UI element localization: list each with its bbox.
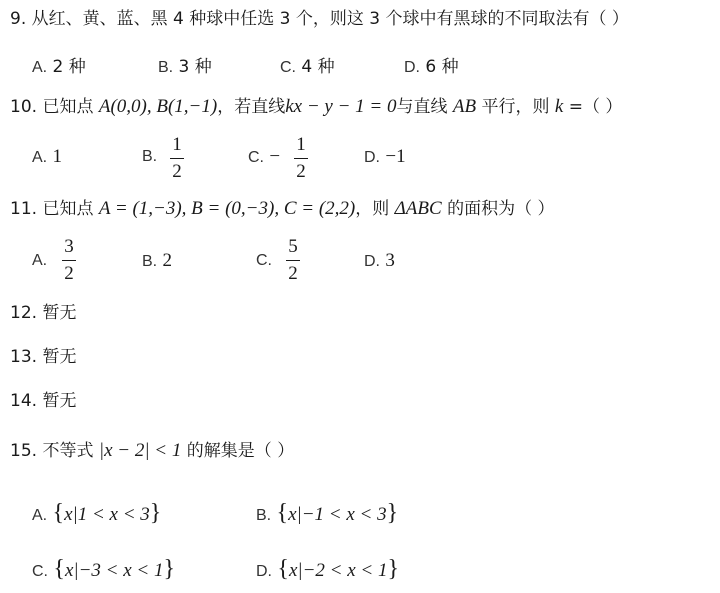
fraction-numerator: 3 bbox=[64, 236, 74, 257]
q10-option-c[interactable] bbox=[248, 146, 280, 168]
fraction-denominator: 2 bbox=[64, 263, 74, 284]
q15-option-a[interactable] bbox=[32, 500, 161, 527]
question-number: 13. bbox=[10, 347, 38, 367]
question-10 bbox=[10, 96, 622, 118]
question-number: 12. bbox=[10, 303, 38, 323]
fraction-numerator: 5 bbox=[288, 236, 298, 257]
set-content: x|−1 < x < 3 bbox=[288, 504, 387, 525]
math-points: A = (1,−3), B = (0,−3), C = (2,2) bbox=[98, 198, 356, 219]
question-number: 15. bbox=[10, 441, 38, 461]
left-brace-glyph: { bbox=[52, 500, 65, 526]
q10-option-c-fraction bbox=[294, 134, 308, 183]
question-text: ，若直线 bbox=[217, 97, 286, 117]
q9-option-a[interactable] bbox=[32, 52, 86, 77]
question-13 bbox=[10, 346, 76, 368]
question-number: 14. bbox=[10, 391, 38, 411]
set-content: x|−2 < x < 1 bbox=[288, 560, 388, 581]
q10-option-b[interactable] bbox=[142, 146, 157, 166]
option-sign: − bbox=[269, 146, 281, 167]
math-ab: AB bbox=[452, 96, 477, 117]
set-content: x|1 < x < 3 bbox=[64, 504, 150, 525]
q15-option-d[interactable] bbox=[256, 556, 399, 583]
option-value: 1 bbox=[52, 146, 63, 167]
fraction-bar bbox=[62, 260, 76, 261]
question-text: 与直线 bbox=[396, 97, 448, 117]
option-label: A. bbox=[32, 149, 48, 166]
option-label: B. bbox=[158, 59, 174, 76]
left-brace-glyph: { bbox=[276, 500, 289, 526]
q11-option-b[interactable] bbox=[142, 250, 172, 272]
question-text: =（ ） bbox=[568, 97, 623, 117]
fraction-denominator: 2 bbox=[288, 263, 298, 284]
q9-option-c[interactable] bbox=[280, 52, 335, 77]
q9-option-b[interactable] bbox=[158, 52, 212, 77]
question-text: 暂无 bbox=[42, 391, 77, 411]
question-14 bbox=[10, 390, 76, 412]
set-expression bbox=[277, 556, 400, 582]
q11-option-d[interactable] bbox=[364, 250, 395, 272]
option-label: B. bbox=[142, 148, 158, 165]
fraction-denominator: 2 bbox=[296, 161, 306, 182]
option-label: A. bbox=[32, 252, 48, 269]
question-text: 不等式 bbox=[42, 441, 94, 461]
right-brace-glyph: } bbox=[387, 556, 400, 582]
q10-option-d[interactable] bbox=[364, 146, 406, 168]
option-value: −1 bbox=[385, 146, 406, 167]
question-12 bbox=[10, 302, 76, 324]
option-label: D. bbox=[364, 253, 380, 270]
right-brace-glyph: } bbox=[149, 500, 162, 526]
math-line-equation: kx − y − 1 = 0 bbox=[285, 96, 397, 117]
q9-option-d[interactable] bbox=[404, 52, 459, 77]
option-value: 6 种 bbox=[425, 57, 459, 77]
option-value: 3 种 bbox=[178, 57, 212, 77]
option-label: A. bbox=[32, 507, 48, 524]
set-expression bbox=[52, 500, 162, 526]
q10-option-a[interactable] bbox=[32, 146, 62, 168]
option-label: A. bbox=[32, 59, 48, 76]
question-11 bbox=[10, 198, 555, 220]
math-k: k bbox=[554, 96, 564, 117]
math-inequality: |x − 2| < 1 bbox=[98, 440, 182, 461]
option-label: D. bbox=[256, 563, 272, 580]
left-brace-glyph: { bbox=[53, 556, 65, 582]
set-expression bbox=[53, 556, 176, 582]
question-number: 10. bbox=[10, 97, 38, 117]
question-9 bbox=[10, 8, 629, 30]
question-number: 9. bbox=[10, 9, 27, 29]
q10-option-b-fraction bbox=[170, 134, 184, 183]
question-text: 的面积为（ ） bbox=[447, 199, 555, 219]
fraction-denominator: 2 bbox=[172, 161, 182, 182]
q15-option-c[interactable] bbox=[32, 556, 175, 583]
fraction-numerator: 1 bbox=[296, 134, 306, 155]
set-content: x|−3 < x < 1 bbox=[64, 560, 164, 581]
set-expression bbox=[276, 500, 399, 526]
option-label: B. bbox=[142, 253, 158, 270]
option-label: C. bbox=[248, 149, 264, 166]
question-text: ，则 bbox=[355, 199, 390, 219]
option-label: C. bbox=[32, 563, 48, 580]
q11-option-a-fraction bbox=[62, 236, 76, 285]
question-number: 11. bbox=[10, 199, 38, 219]
option-label: D. bbox=[404, 59, 420, 76]
option-value: 2 bbox=[162, 250, 173, 271]
option-label: C. bbox=[280, 59, 296, 76]
option-label: D. bbox=[364, 149, 380, 166]
option-value: 2 种 bbox=[52, 57, 86, 77]
fraction-bar bbox=[294, 158, 308, 159]
option-label: B. bbox=[256, 507, 272, 524]
question-text: 暂无 bbox=[42, 303, 77, 323]
question-text: 平行，则 bbox=[481, 97, 550, 117]
right-brace-glyph: } bbox=[163, 556, 176, 582]
q11-option-c-fraction bbox=[286, 236, 300, 285]
right-brace-glyph: } bbox=[386, 500, 399, 526]
q15-option-b[interactable] bbox=[256, 500, 398, 527]
question-text: 的解集是（ ） bbox=[186, 441, 295, 461]
question-text: 已知点 bbox=[42, 199, 94, 219]
option-label: C. bbox=[256, 252, 272, 269]
math-points: A(0,0), B(1,−1) bbox=[98, 96, 218, 117]
left-brace-glyph: { bbox=[277, 556, 289, 582]
question-15 bbox=[10, 440, 294, 462]
question-text: 暂无 bbox=[42, 347, 77, 367]
question-text: 已知点 bbox=[42, 97, 94, 117]
q11-option-c[interactable] bbox=[256, 250, 272, 270]
fraction-numerator: 1 bbox=[172, 134, 182, 155]
q11-option-a[interactable] bbox=[32, 250, 47, 270]
question-text: 从红、黄、蓝、黑 4 种球中任选 3 个，则这 3 个球中有黑球的不同取法有（ ） bbox=[31, 9, 629, 29]
option-value: 3 bbox=[385, 250, 395, 271]
fraction-bar bbox=[170, 158, 184, 159]
option-value: 4 种 bbox=[301, 57, 335, 77]
math-triangle: ΔABC bbox=[394, 198, 442, 219]
fraction-bar bbox=[286, 260, 300, 261]
